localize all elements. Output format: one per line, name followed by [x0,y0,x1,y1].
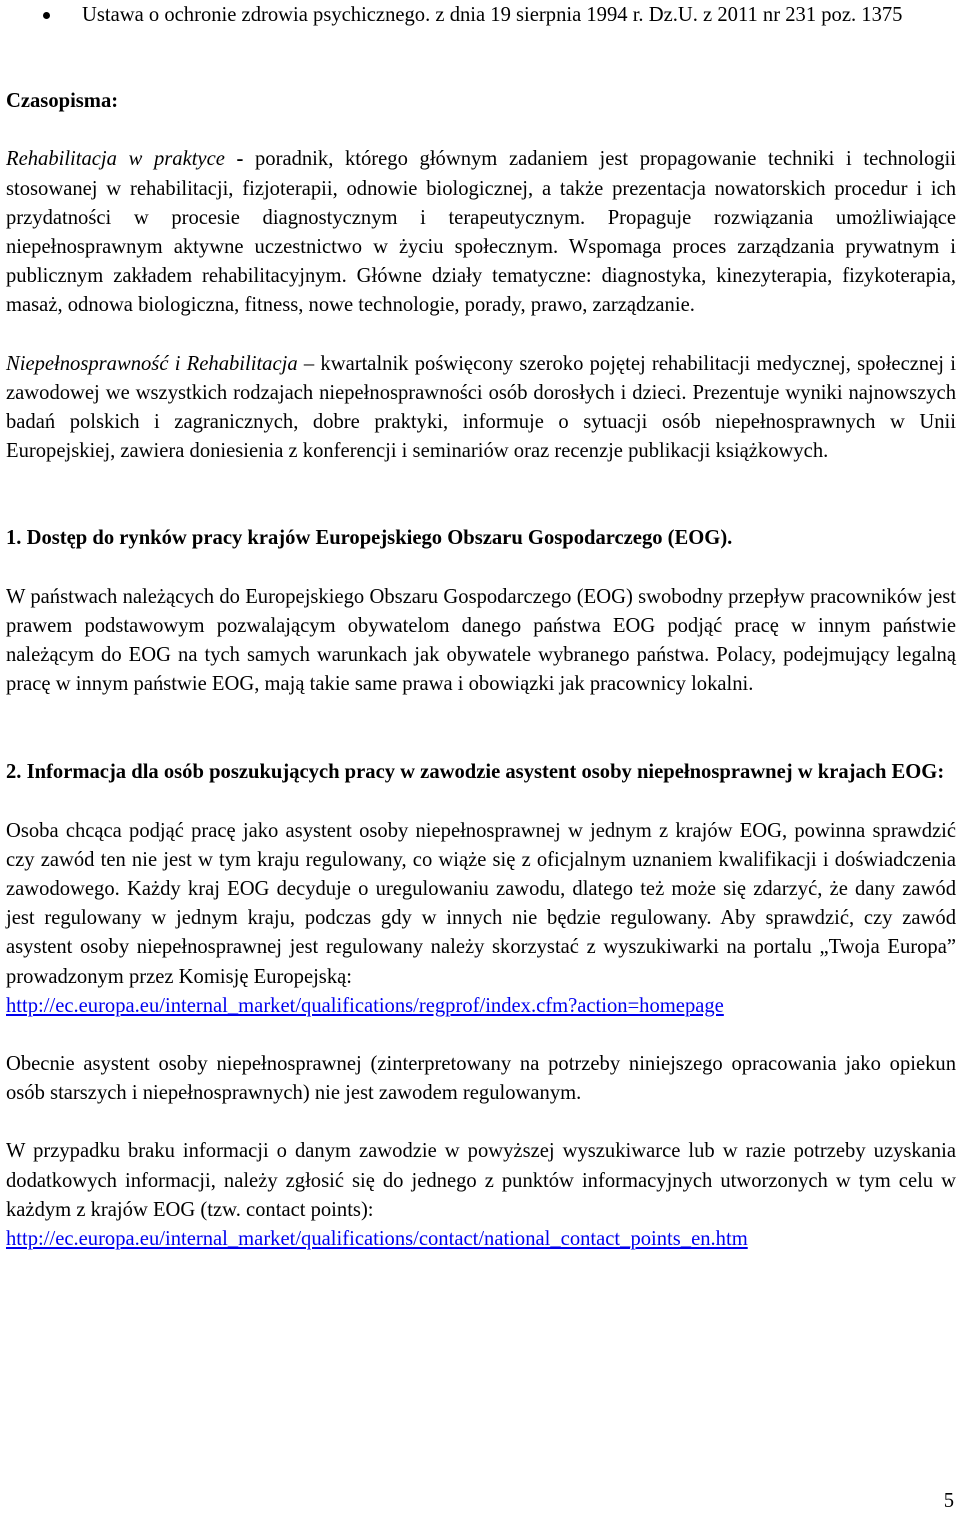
nir-title: Niepełnosprawność i Rehabilitacja [6,352,298,375]
rehab-paragraph [6,145,956,320]
rehab-text: poradnik, którego głównym zadaniem jest propagowanie techniki i technologii stosowanej w rehabilitacji, fizjoterapii, odnowie biologicznej, a także prezentacja nowatorskich procedur i ich przydatności w procesie diagnostycznym i terapeutycznym. Propaguje rozwiązania umożliwiające niepełnosprawnym aktywne uczestnictwo w życiu społecznym. Wspomaga proces zarządzania prywatnym i publicznym zakładem rehabilitacyjnym. Główne działy tematyczne: diagnostyka, kinezyterapia, fizykoterapia, masaż, odnowa biologiczna, fitness, nowe technologie, porady, prawo, zarządzanie. [6,148,957,317]
bullet-text: Ustawa o ochronie zdrowia psychicznego. z dnia 19 sierpnia 1994 r. Dz.U. z 2011 nr 231 poz. 1375 [82,4,903,26]
section2-para3-text: W przypadku braku informacji o danym zawodzie w powyższej wyszukiwarce lub w razie potrzeby uzyskania dodatkowych informacji, należy zgłosić się do jednego z punktów informacyjnych utworzonych w tym celu w każdym z krajów EOG (tzw. contact points): [6,1140,956,1221]
bullet-dot-icon [43,12,50,19]
page-number: 5 [943,1490,954,1512]
rehab-dash: - [224,148,255,171]
section1-heading: 1. Dostęp do rynków pracy krajów Europejskiego Obszaru Gospodarczego (EOG). [6,527,733,550]
contact-points-link[interactable]: http://ec.europa.eu/internal_market/qualifications/contact/national_contact_points_en.htm [6,1228,748,1251]
section2-para1-text: Osoba chcąca podjąć pracę jako asystent osoby niepełnosprawnej w jednym z krajów EOG, powinna sprawdzić czy zawód ten nie jest w tym kraju regulowany, co wiąże się z oficjalnym uznaniem kwalifikacji i doświadczenia zawodowego. Każdy kraj EOG decyduje o uregulowaniu zawodu, dlatego też może się zdarzyć, że dany zawód jest regulowany w jednym kraju, podczas gdy w innych nie będzie regulowany. Aby sprawdzić, czy zawód asystent osoby niepełnosprawnej jest regulowany należy skorzystać z wyszukiwarki na portalu „Twoja Europa” prowadzonym przez Komisję Europejską: [6,819,956,988]
regprof-link[interactable]: http://ec.europa.eu/internal_market/qualifications/regprof/index.cfm?action=homepage [6,994,724,1017]
nir-text: – kwartalnik poświęcony szeroko pojętej rehabilitacji medycznej, społecznej i zawodowej we wszystkich rodzajach niepełnosprawności osób dorosłych i dzieci. Prezentuje wyniki najnowszych badań polskich i zagranicznych, dobre praktyki, informuje o sytuacji osób niepełnosprawnych w Unii Europejskiej, zawiera doniesienia z konferencji i seminariów oraz recenzje publikacji książkowych. [6,352,956,463]
rehab-title: Rehabilitacja w praktyce [6,148,225,171]
section2-paragraph-2: Obecnie asystent osoby niepełnosprawnej (zinterpretowany na potrzeby niniejszego opracowania jako opiekun osób starszych i niepełnosprawnych) nie jest zawodem regulowanym. [6,1053,956,1105]
czasopisma-heading: Czasopisma: [6,90,119,113]
section1-text: W państwach należących do Europejskiego Obszaru Gospodarczego (EOG) swobodny przepływ pracowników jest prawem podstawowym pozwalającym obywatelom danego państwa EOG podjąć pracę w innym państwie należącym do EOG na tych samych warunkach jak obywatele wybranego państwa. Polacy, podejmujący legalną pracę w innym państwie EOG, mają takie same prawa i obowiązki jak pracownicy lokalni. [6,585,956,696]
document-page [6,0,956,1254]
section2-paragraph-1 [6,817,956,1021]
section2-paragraph-3 [6,1137,956,1254]
section2-heading: 2. Informacja dla osób poszukujących pracy w zawodzie asystent osoby niepełnosprawnej w krajach EOG: [6,761,945,784]
bullet-item [6,1,956,30]
nir-paragraph [6,350,956,467]
